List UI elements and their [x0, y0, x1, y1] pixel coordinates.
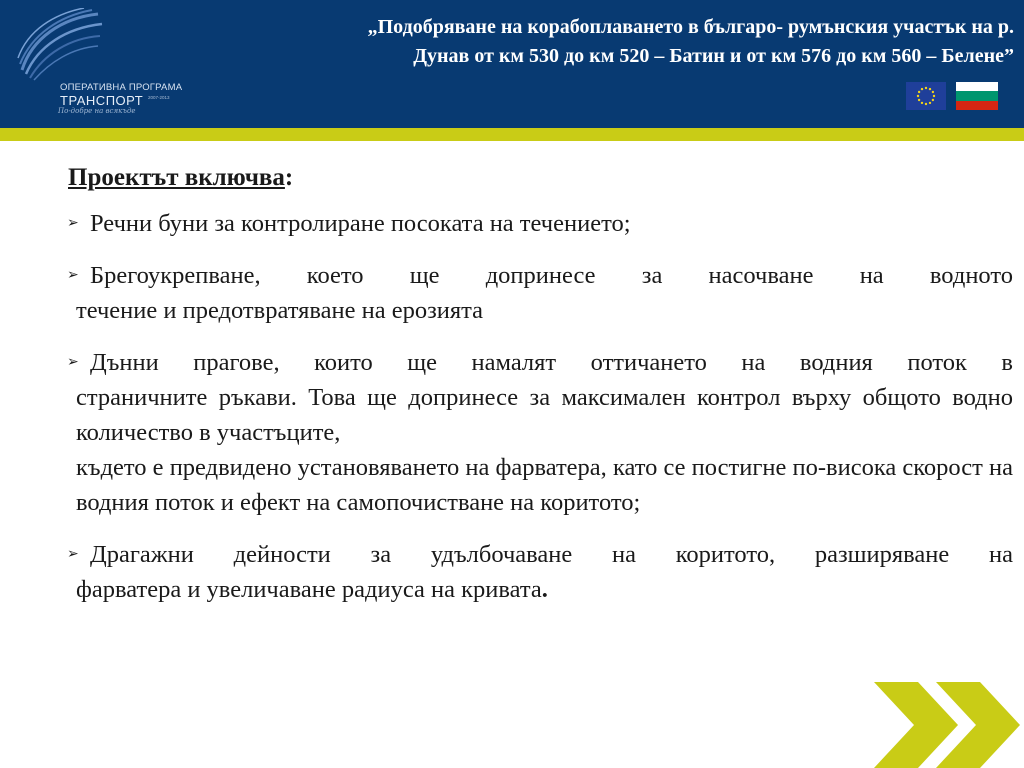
slide-title — [184, 13, 1014, 71]
list-item-continuation-text: фарватера и увеличаване радиуса на кривата — [76, 576, 542, 603]
list-item-continuation: течение и предотвратяване на ерозията — [76, 297, 484, 324]
list-item-text: Брегоукрепване, което ще допринесе за насочване на водното — [90, 262, 1013, 289]
double-chevron-icon — [870, 682, 1024, 768]
content-heading — [68, 160, 1013, 196]
list-item — [67, 537, 1013, 607]
eu-flag-icon — [906, 82, 946, 110]
swoosh-logo-icon — [14, 8, 104, 84]
header-accent-stripe — [0, 128, 1024, 141]
list-item — [67, 345, 1013, 520]
header-band — [0, 0, 1024, 128]
list-item-text: Драгажни дейности за удълбочаване на коритото, разширяване на — [90, 541, 1013, 568]
arrow-bullet-icon: ➢ — [67, 546, 79, 562]
arrow-bullet-icon: ➢ — [67, 215, 79, 231]
logo-tagline: По-добре на всякъде — [58, 107, 136, 115]
list-item-continuation — [76, 572, 1013, 607]
logo-program-text: ОПЕРАТИВНА ПРОГРАМА — [60, 82, 183, 93]
slide-content — [67, 160, 1013, 624]
list-item-continuation-2: където е предвидено установяването на фарватера, като се постигне по-висока скорост на водния поток и ефект на самопочистване на коритото; — [76, 454, 1013, 516]
list-item — [67, 258, 1013, 328]
list-item-text: Дънни прагове, които ще намалят оттичането на водния поток в — [90, 349, 1013, 376]
list-item-text: Речни буни за контролиране посоката на течението; — [90, 210, 631, 237]
arrow-bullet-icon: ➢ — [67, 267, 79, 283]
list-item-end-mark: . — [541, 576, 548, 603]
logo-years-text: 2007-2013 — [148, 95, 170, 100]
program-logo — [14, 8, 194, 120]
heading-text: Проектът включва — [68, 164, 285, 191]
list-item-continuation: страничните ръкави. Това ще допринесе за максимален контрол върху общото водно количество в участъците, — [76, 384, 1013, 446]
arrow-bullet-icon: ➢ — [67, 354, 79, 370]
title-line-2: Дунав от км 530 до км 520 – Батин и от км 576 до км 560 – Белене” — [413, 45, 1014, 67]
heading-colon: : — [284, 164, 294, 191]
title-line-1: „Подобряване на корабоплаването в българо- румънския участък на р. — [367, 16, 1014, 38]
bulgaria-flag-icon — [956, 82, 998, 110]
logo-name-text: ТРАНСПОРТ — [60, 93, 144, 108]
list-item — [67, 206, 1013, 241]
